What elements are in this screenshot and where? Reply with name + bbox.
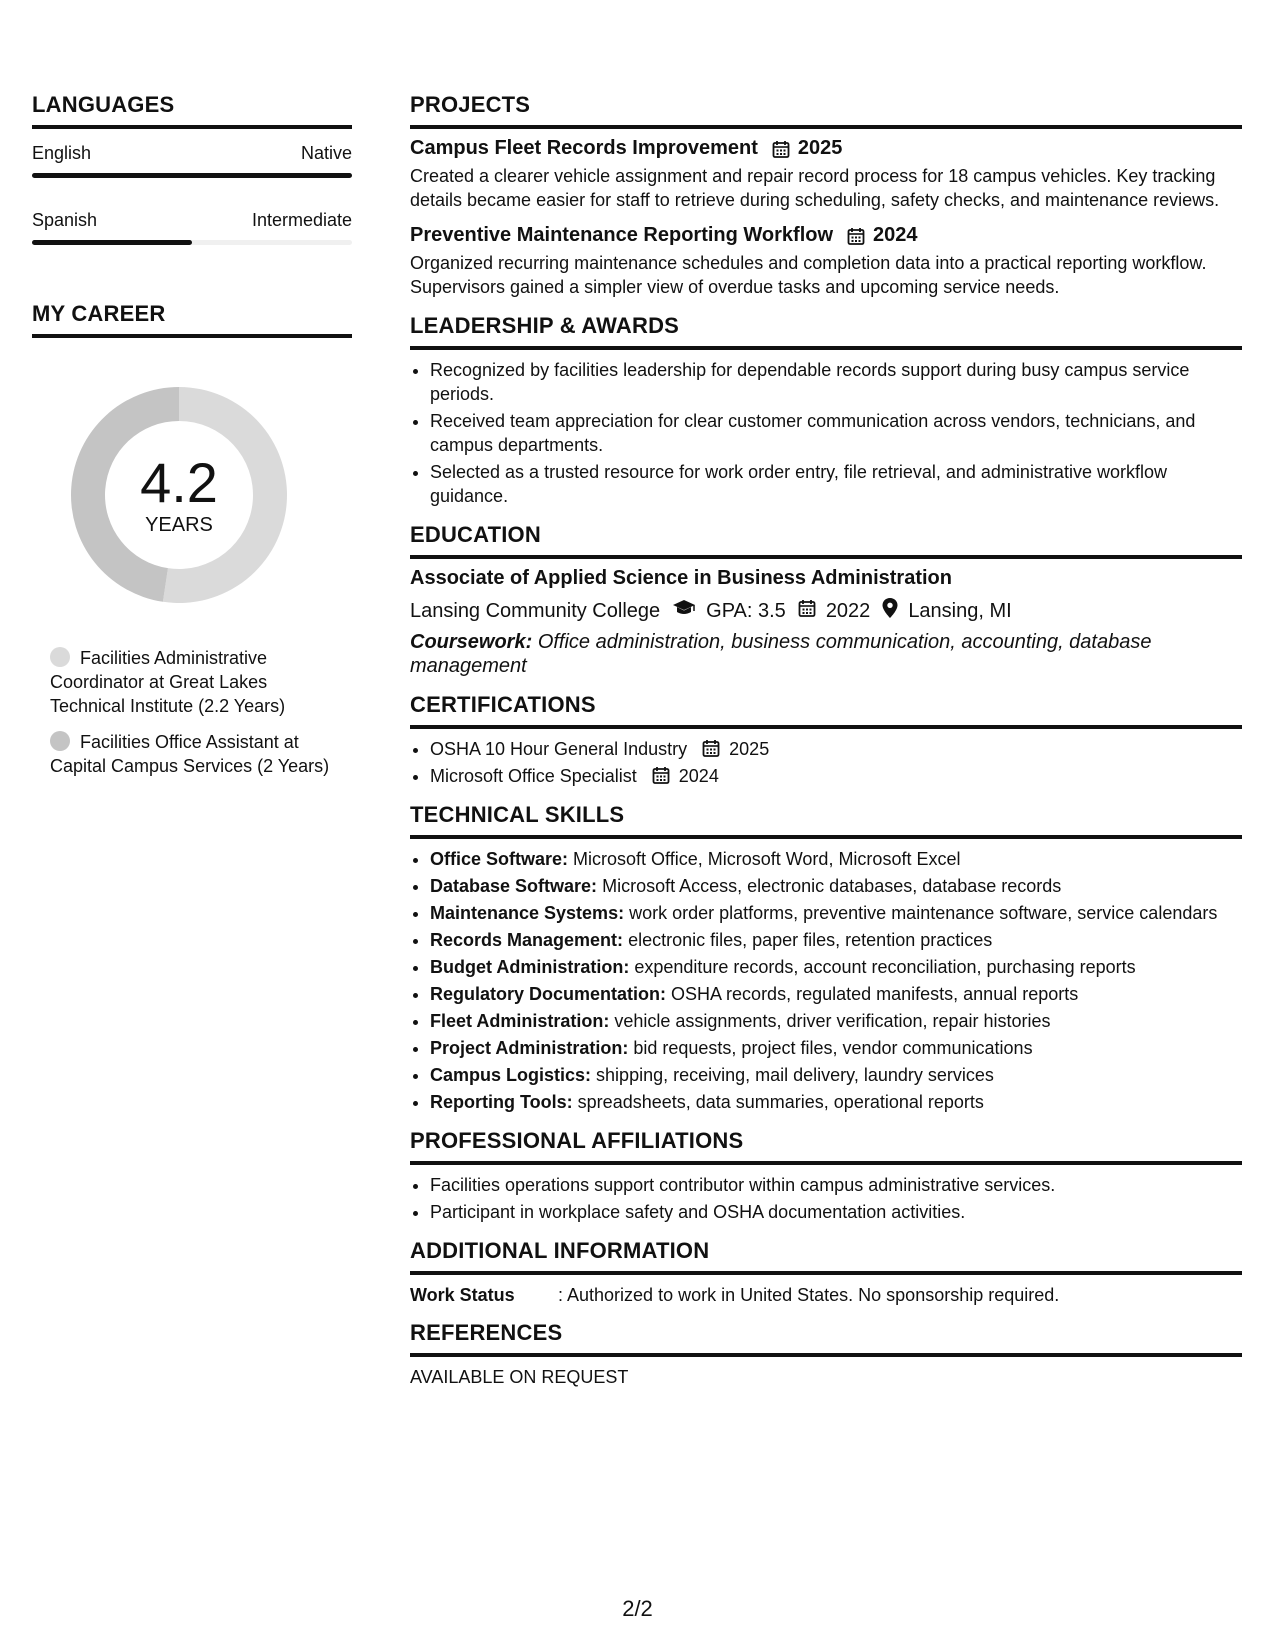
skill-value: Microsoft Office, Microsoft Word, Microsoft Excel [573, 849, 961, 869]
education-title: EDUCATION [410, 522, 1242, 559]
affiliations-title: PROFESSIONAL AFFILIATIONS [410, 1128, 1242, 1165]
project-year: 2024 [873, 224, 918, 246]
leadership-section [410, 313, 1242, 508]
list-item [430, 847, 1242, 871]
skill-value: shipping, receiving, mail delivery, laundry services [596, 1065, 994, 1085]
list-item: • Selected as a trusted resource for work order entry, file retrieval, and administrative workflow guidance. [430, 460, 1242, 508]
calendar-icon [772, 140, 790, 158]
project-name: Preventive Maintenance Reporting Workflow [410, 224, 834, 246]
list-item [430, 1036, 1242, 1060]
skill-value: Microsoft Access, electronic databases, database records [602, 876, 1062, 896]
project-description: Organized recurring maintenance schedules and completion data into a practical reporting workflow. Supervisors gained a simpler view of overdue tasks and upcoming service needs. [410, 253, 1207, 297]
calendar-icon [702, 739, 720, 757]
career-unit: YEARS [145, 513, 213, 536]
certification-year: 2024 [678, 766, 719, 786]
language-level: Native [300, 143, 352, 163]
project-year: 2025 [797, 137, 843, 159]
skill-label: Reporting Tools: [430, 1092, 573, 1112]
project-name: Campus Fleet Records Improvement [410, 137, 758, 159]
list-item [430, 737, 1242, 761]
languages-title: LANGUAGES [32, 92, 352, 129]
certification-name: OSHA 10 Hour General Industry [430, 739, 688, 759]
info-value: : Authorized to work in United States. No sponsorship required. [558, 1285, 1060, 1305]
skill-label: Fleet Administration: [430, 1011, 610, 1031]
affiliations-section [410, 1128, 1242, 1224]
skill-value: OSHA records, regulated manifests, annual reports [671, 984, 1079, 1004]
list-item: • Recognized by facilities leadership for dependable records support during busy campus service periods. [430, 358, 1242, 406]
list-item [430, 764, 1242, 788]
career-title: MY CAREER [32, 301, 352, 338]
language-bar-fill [32, 240, 192, 245]
list-item [430, 874, 1242, 898]
coursework [410, 630, 1242, 678]
additional-title: ADDITIONAL INFORMATION [410, 1238, 1242, 1275]
career-legend [50, 646, 340, 778]
school-location: Lansing, MI [908, 599, 1012, 622]
skill-value: vehicle assignments, driver verification, repair histories [614, 1011, 1051, 1031]
education-section [410, 522, 1242, 678]
certification-year: 2025 [729, 739, 770, 759]
legend-dot [50, 647, 70, 667]
references-text: AVAILABLE ON REQUEST [410, 1367, 629, 1387]
graduation-cap-icon [672, 599, 696, 623]
career-total: 4.2 [140, 450, 218, 514]
page-number: 2/2 [622, 1596, 653, 1621]
leadership-title: LEADERSHIP & AWARDS [410, 313, 1242, 350]
list-item [430, 982, 1242, 1006]
list-item: • Facilities operations support contributor within campus administrative services. [430, 1173, 1242, 1197]
skill-label: Project Administration: [430, 1038, 629, 1058]
language-item [32, 210, 352, 245]
project-description: Created a clearer vehicle assignment and repair record process for 18 campus vehicles. Key tracking details became easier for staff to retrieve during scheduling, safety checks, and maintenance reviews. [410, 166, 1220, 210]
right-column [410, 92, 1242, 1402]
skill-label: Database Software: [430, 876, 598, 896]
skill-label: Office Software: [430, 849, 569, 869]
coursework-label: Coursework: [410, 631, 533, 653]
list-item [430, 1009, 1242, 1033]
language-level: Intermediate [251, 210, 352, 230]
projects-title: PROJECTS [410, 92, 1242, 129]
coursework-text: Office administration, business communication, accounting, database management [410, 631, 1152, 677]
career-donut [64, 380, 294, 610]
skills-section [410, 802, 1242, 1114]
language-bar [32, 173, 352, 178]
school-name: Lansing Community College [410, 599, 661, 622]
skill-value: expenditure records, account reconciliation, purchasing reports [634, 957, 1136, 977]
language-item [32, 143, 352, 178]
location-pin-icon [882, 598, 898, 624]
list-item [430, 955, 1242, 979]
skill-label: Budget Administration: [430, 957, 630, 977]
language-bar-fill [32, 173, 352, 178]
certifications-title: CERTIFICATIONS [410, 692, 1242, 729]
skill-label: Maintenance Systems: [430, 903, 625, 923]
calendar-icon [798, 599, 816, 623]
certifications-section [410, 692, 1242, 788]
language-name: Spanish [32, 210, 98, 230]
projects-section [410, 92, 1242, 299]
gpa: GPA: 3.5 [706, 599, 786, 622]
career-entry-label: Facilities Administrative Coordinator at Great Lakes Technical Institute (2.2 Years) [50, 648, 286, 716]
list-item [430, 1090, 1242, 1114]
skills-title: TECHNICAL SKILLS [410, 802, 1242, 839]
skill-value: spreadsheets, data summaries, operational reports [577, 1092, 984, 1112]
project-title [410, 224, 1242, 247]
certification-name: Microsoft Office Specialist [430, 766, 637, 786]
skill-label: Campus Logistics: [430, 1065, 592, 1085]
education-details [410, 598, 1242, 624]
calendar-icon [652, 766, 670, 784]
left-column [32, 92, 352, 790]
additional-section [410, 1238, 1242, 1306]
list-item: • Received team appreciation for clear customer communication across vendors, technicians, and campus departments. [430, 409, 1242, 457]
language-bar [32, 240, 352, 245]
legend-dot [50, 731, 70, 751]
career-entry-label: Facilities Office Assistant at Capital Campus Services (2 Years) [50, 732, 330, 776]
career-legend-item [50, 646, 340, 718]
list-item [430, 901, 1242, 925]
references-title: REFERENCES [410, 1320, 1242, 1357]
graduation-year: 2022 [825, 599, 871, 622]
skill-label: Regulatory Documentation: [430, 984, 667, 1004]
list-item [430, 928, 1242, 952]
project-title [410, 137, 1242, 160]
skill-label: Records Management: [430, 930, 624, 950]
list-item: • Participant in workplace safety and OSHA documentation activities. [430, 1200, 1242, 1224]
degree: Associate of Applied Science in Business Administration [410, 567, 952, 589]
language-name: English [32, 143, 92, 163]
list-item [430, 1063, 1242, 1087]
skill-value: bid requests, project files, vendor communications [633, 1038, 1033, 1058]
skill-value: electronic files, paper files, retention practices [628, 930, 993, 950]
calendar-icon [847, 227, 865, 245]
info-key: Work Status [410, 1285, 515, 1305]
references-section [410, 1320, 1242, 1388]
skill-value: work order platforms, preventive maintenance software, service calendars [629, 903, 1218, 923]
career-legend-item [50, 730, 340, 778]
info-row [410, 1285, 1242, 1306]
